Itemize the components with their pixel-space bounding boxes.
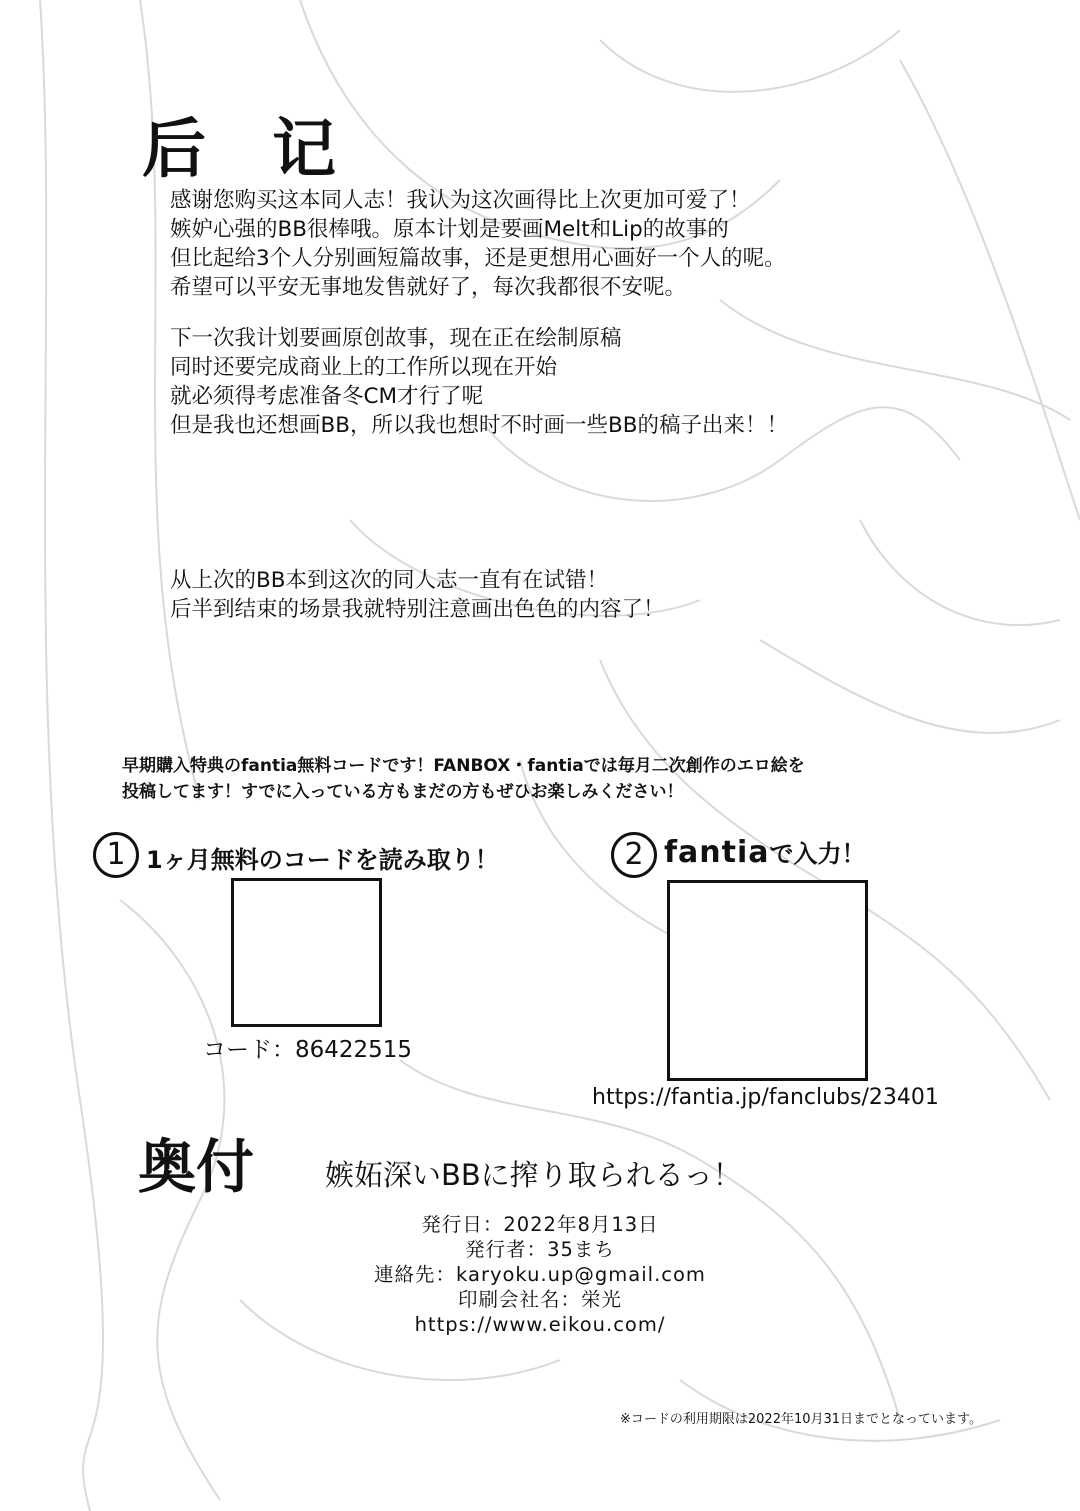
fantia-url-text: https://fantia.jp/fanclubs/23401 xyxy=(592,1085,939,1110)
colophon-line: 発行者：35まち xyxy=(465,1238,615,1261)
qr-code-placeholder-2 xyxy=(667,880,868,1081)
paragraph-line: 从上次的BB本到这次的同人志一直有在试错！ xyxy=(170,568,609,593)
colophon-heading: 奥付 xyxy=(138,1133,255,1201)
code-expiry-footnote: ※コードの利用期限は2022年10月31日までとなっています。 xyxy=(620,1412,983,1427)
paragraph-line: 感谢您购买这本同人志！我认为这次画得比上次更加可爱了！ xyxy=(170,188,751,213)
paragraph-line: 但是我也还想画BB，所以我也想时不时画一些BB的稿子出来！！ xyxy=(170,413,789,438)
afterword-paragraph-3 xyxy=(170,566,665,624)
colophon-details xyxy=(330,1212,750,1337)
colophon-line: 連絡先：karyoku.up@gmail.com xyxy=(374,1263,706,1286)
paragraph-line: 后半到结束的场景我就特别注意画出色色的内容了！ xyxy=(170,597,665,622)
step-2-number-badge: 2 xyxy=(611,832,657,878)
colophon-line: 発行日：2022年8月13日 xyxy=(421,1213,659,1236)
step-1-number-badge: 1 xyxy=(93,832,139,878)
notice-line: 投稿してます！すでに入っている方もまだの方もぜひお楽しみください！ xyxy=(122,782,684,802)
paragraph-line: 嫉妒心强的BB很棒哦。原本计划是要画Melt和Lip的故事的 xyxy=(170,217,729,242)
qr-code-placeholder-1 xyxy=(231,878,382,1027)
afterword-paragraph-1 xyxy=(170,186,786,302)
paragraph-line: 下一次我计划要画原创故事，现在正在绘制原稿 xyxy=(170,326,622,351)
fantia-notice xyxy=(122,753,805,805)
step-1-label: 1ヶ月無料のコードを読み取り！ xyxy=(146,846,499,874)
colophon-line: https://www.eikou.com/ xyxy=(414,1313,666,1336)
paragraph-line: 同时还要完成商业上的工作所以现在开始 xyxy=(170,355,558,380)
book-title: 嫉妬深いBBに搾り取られるっ！ xyxy=(325,1158,742,1192)
paragraph-line: 但比起给3个人分别画短篇故事，还是更想用心画好一个人的呢。 xyxy=(170,246,786,271)
fantia-brand-text: fantia xyxy=(664,835,770,870)
step-2-label xyxy=(664,834,866,870)
afterword-title-char-1: 后 xyxy=(142,113,208,187)
paragraph-line: 就必须得考虑准备冬CM才行了呢 xyxy=(170,384,484,409)
step-2-label-suffix: で入力！ xyxy=(769,840,866,868)
colophon-line: 印刷会社名：栄光 xyxy=(457,1288,622,1311)
afterword-paragraph-2 xyxy=(170,324,788,440)
afterword-title-char-2: 记 xyxy=(272,113,338,187)
notice-line: 早期購入特典のfantia無料コードです！FANBOX・fantiaでは毎月二次創作のエロ絵を xyxy=(122,756,805,776)
fantia-code-text: コード：86422515 xyxy=(203,1037,413,1063)
paragraph-line: 希望可以平安无事地发售就好了，每次我都很不安呢。 xyxy=(170,275,687,300)
